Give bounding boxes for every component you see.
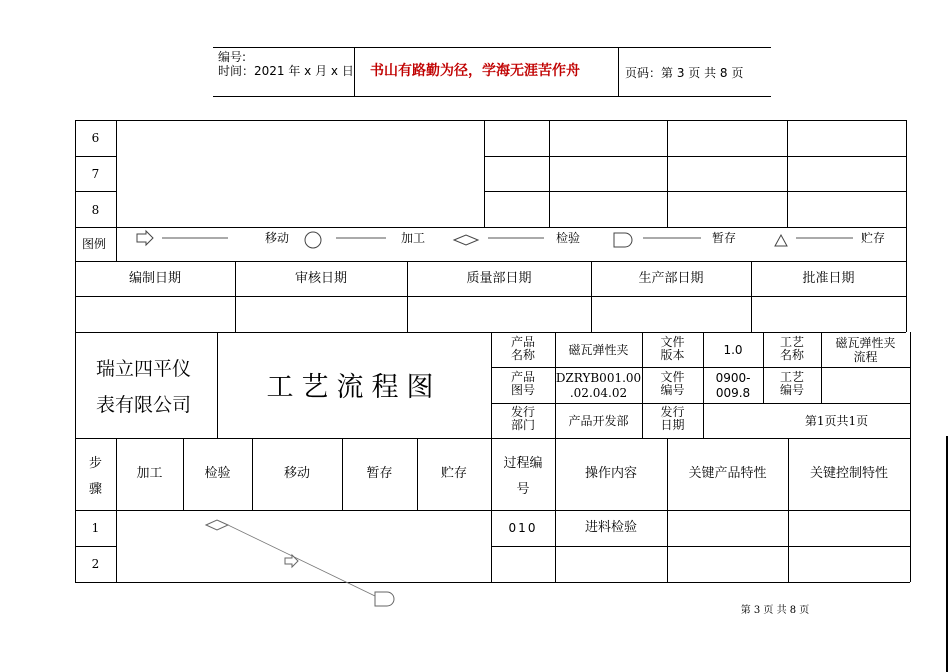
hold-d-icon [614, 233, 632, 247]
process-name: 磁瓦弹性夹 流程 [835, 336, 896, 364]
table-row-step: 1 [91, 521, 100, 535]
date-approval: 批准日期 [802, 271, 855, 286]
legend-hold: 暂存 [712, 231, 737, 245]
legend-label: 图例 [82, 237, 107, 251]
page-info: 第1页共1页 [804, 414, 869, 428]
col-key-product: 关键产品特性 [688, 466, 767, 481]
legend-process: 加工 [401, 231, 426, 245]
move-arrow-icon [285, 555, 298, 567]
drawing-no: DZRYB001.00 .02.04.02 [555, 371, 642, 400]
legend-inspect: 检验 [556, 231, 581, 245]
col-process: 加工 [136, 466, 163, 481]
step-label: 步 骤 [88, 456, 102, 497]
row-number: 6 [91, 131, 100, 145]
col-operation: 操作内容 [584, 466, 637, 481]
legend-storage: 贮存 [861, 231, 886, 245]
date-review: 审核日期 [294, 271, 347, 286]
date-quality: 质量部日期 [466, 271, 532, 286]
legend-symbols [116, 227, 906, 261]
issue-dept: 产品开发部 [568, 414, 629, 428]
doc-version: 1.0 [723, 343, 743, 357]
date-compile: 编制日期 [128, 271, 181, 286]
issue-dept-label: 发行 部门 [510, 405, 535, 432]
document-title: 工艺流程图 [266, 372, 442, 403]
footer-page: 第 3 页 共 8 页 [740, 605, 810, 616]
col-process-no: 过程编 号 [503, 456, 543, 497]
product-name: 磁瓦弹性夹 [568, 343, 629, 357]
table-row-step: 2 [91, 557, 100, 571]
doc-no: 0900- 009.8 [715, 371, 751, 400]
col-move: 移动 [283, 466, 310, 481]
flow-path [195, 512, 410, 612]
company-name-line1: 瑞立四平仪 [96, 358, 192, 380]
header-page-label: 页码：第 3 页 共 8 页 [625, 66, 744, 80]
inspect-diamond-icon [206, 520, 228, 530]
legend-move: 移动 [265, 231, 290, 245]
row-number: 7 [91, 167, 100, 181]
product-name-label: 产品 名称 [510, 335, 535, 362]
process-no-label: 工艺 编号 [779, 370, 804, 397]
header-code-label: 编号: [218, 50, 247, 64]
storage-triangle-icon [775, 235, 787, 246]
process-circle-icon [305, 232, 321, 248]
col-hold: 暂存 [366, 466, 393, 481]
company-name-line2: 表有限公司 [96, 394, 192, 416]
drawing-no-label: 产品 图号 [510, 370, 535, 397]
inspect-diamond-icon [454, 235, 478, 245]
col-inspect: 检验 [204, 466, 231, 481]
move-arrow-icon [137, 231, 153, 245]
hold-d-icon [375, 592, 394, 606]
doc-version-label: 文件 版本 [660, 335, 685, 362]
issue-date-label: 发行 日期 [660, 405, 685, 432]
table-row-process-no: 010 [508, 521, 538, 535]
col-storage: 贮存 [440, 466, 467, 481]
col-key-control: 关键控制特性 [809, 466, 888, 481]
table-row-operation: 进料检验 [584, 520, 637, 535]
header-time-label: 时间：2021 年 x 月 x 日 [218, 64, 354, 78]
header-motto: 书山有路勤为径，学海无涯苦作舟 [370, 63, 580, 79]
doc-no-label: 文件 编号 [660, 370, 685, 397]
process-name-label: 工艺 名称 [779, 335, 804, 362]
date-production: 生产部日期 [638, 271, 704, 286]
row-number: 8 [91, 203, 100, 217]
